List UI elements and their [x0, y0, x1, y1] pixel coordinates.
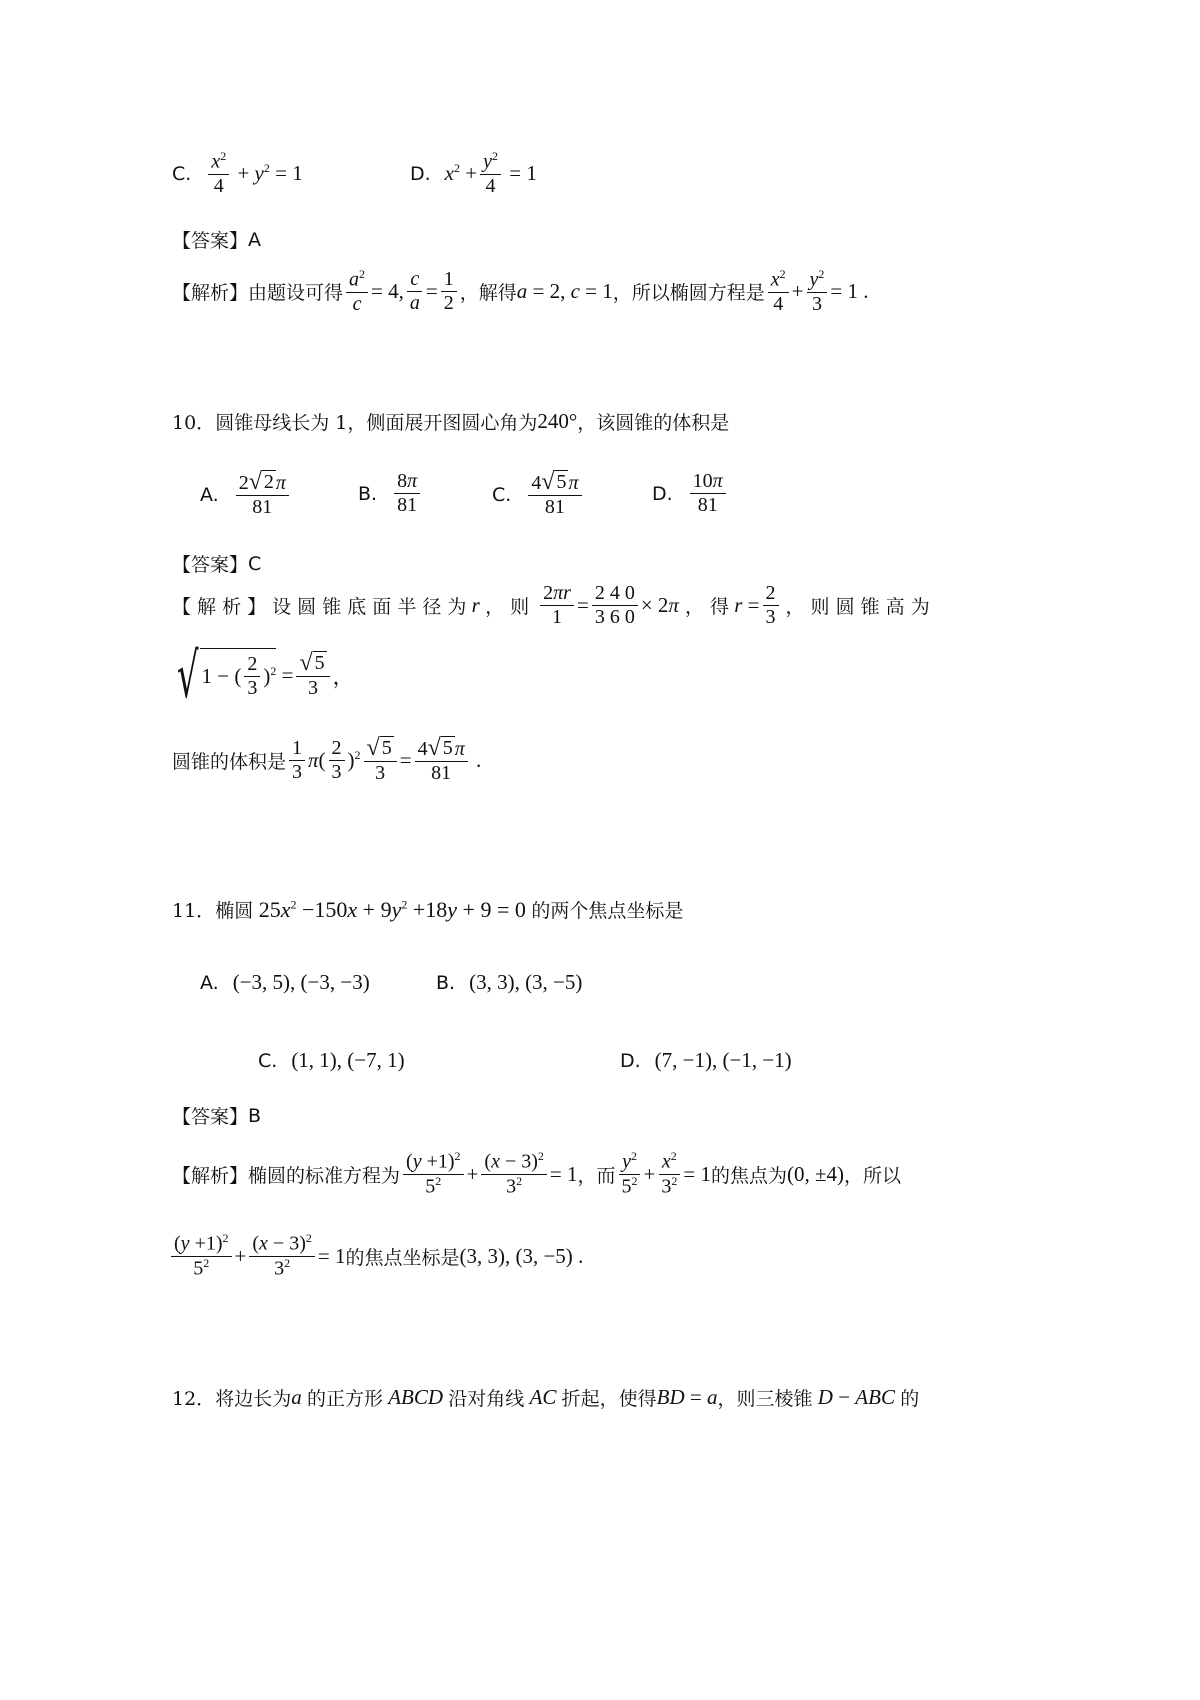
- option-value: (1, 1), (−7, 1): [291, 1048, 405, 1072]
- q9-option-d: D. $x^2$ + $\frac{y^2}{4}$ = 1: [410, 149, 537, 197]
- q11-option-b: [436, 970, 582, 995]
- stem-text: 的两个焦点坐标是: [531, 900, 684, 922]
- option-label: C.: [172, 162, 192, 185]
- fraction: $\frac{2\pi r}{1}$: [540, 582, 574, 629]
- fraction: $\frac{1}{2}$: [441, 268, 457, 315]
- q10-answer: [172, 550, 261, 577]
- fraction: $\frac{x^2}{4}$: [208, 150, 229, 198]
- fraction: $\frac{8\pi}{81}$: [394, 470, 420, 517]
- analysis-text: ，所以: [843, 1164, 901, 1187]
- answer-value: B: [248, 1104, 262, 1127]
- stem-text: 圆锥母线长为 1，侧面展开图圆心角为: [215, 412, 538, 434]
- option-label: D.: [652, 482, 673, 505]
- analysis-text: 椭圆的标准方程为: [248, 1164, 401, 1187]
- fraction: $\frac{2}{3}$: [329, 737, 345, 784]
- analysis-text: 的焦点坐标是: [345, 1246, 460, 1269]
- option-label: D.: [410, 162, 431, 185]
- fraction: 4 √ 5 π 81: [415, 736, 468, 785]
- stem-text: 将边长为: [215, 1388, 292, 1410]
- q10-analysis: 【 解 析 】 设 圆 锥 底 面 半 径 为 r ， 则 $\frac{2\pi r}{1}$ = $\frac{2 4 0}{3 6 0}$ × 2π ， 得 r = $\frac{2}{3}$ ， 则 圆 锥 高 为: [172, 582, 930, 628]
- fraction: 4 √ 5 π 81: [528, 470, 581, 519]
- fraction: $\frac{y^2}{4}$: [480, 150, 501, 198]
- question-number: 11．: [172, 900, 216, 922]
- stem-text: ，该圆锥的体积是: [577, 412, 730, 434]
- stem-text: 的正方形: [306, 1388, 383, 1410]
- q11-stem: 11． 椭圆 $25x^2 -150x + 9y^2 +18y + 9 = 0$ 的两个焦点坐标是: [172, 896, 684, 922]
- analysis-label: 【解析】: [172, 282, 249, 305]
- q10-option-a: [200, 470, 292, 519]
- fraction: $\frac{(y +1)^2}{5^2}$: [171, 1232, 232, 1280]
- q11-option-a: [200, 970, 370, 995]
- analysis-text: 圆锥的体积是: [172, 751, 287, 773]
- stem-text: 折起，使得: [561, 1388, 657, 1410]
- q9-analysis: 【解析】 由题设可得 $\frac{a^2}{c}$ = 4, $\frac{c}{a}$ = $\frac{1}{2}$ ，解得 a = 2, c = 1 ，所以椭圆方程是 $\frac{x^2}{4}$ + $\frac{y^2}{3}$ = 1 .: [172, 267, 869, 315]
- result-value: (3, 3), (3, −5): [459, 1243, 573, 1268]
- answer-value: A: [248, 228, 262, 251]
- fraction: $\frac{10\pi}{81}$: [690, 470, 726, 517]
- fraction: $\frac{x^2}{4}$: [768, 268, 789, 316]
- fraction: 2 √ 2 π 81: [236, 470, 289, 519]
- q10-option-b: [358, 470, 423, 517]
- analysis-text: ，解得: [459, 282, 517, 305]
- analysis-text: 设 圆 锥 底 面 半 径 为: [272, 596, 467, 618]
- question-number: 10．: [172, 412, 216, 434]
- option-label: A.: [200, 971, 219, 994]
- stem-text: 沿对角线: [448, 1388, 525, 1410]
- option-value: (7, −1), (−1, −1): [654, 1048, 792, 1072]
- option-label: B.: [358, 482, 378, 505]
- q11-analysis-line2: $\frac{(y +1)^2}{5^2}$ + $\frac{(x - 3)^2}{3^2}$ = 1 的焦点坐标是 (3, 3), (3, −5) .: [168, 1232, 583, 1280]
- q10-option-c: [492, 470, 585, 519]
- option-label: A.: [200, 483, 219, 506]
- option-label: C.: [258, 1049, 278, 1072]
- stem-text: 椭圆: [215, 900, 254, 922]
- fraction: $\frac{x^2}{3^2}$: [658, 1150, 680, 1198]
- fraction: √ 5 3: [364, 736, 397, 785]
- focus-value: (0, ±4): [786, 1161, 844, 1186]
- fraction: $\frac{y^2}{3}$: [807, 268, 828, 316]
- analysis-label: 【 解 析 】: [172, 596, 267, 618]
- stem-text: ，则三棱锥: [717, 1388, 813, 1410]
- q11-analysis: 【解析】 椭圆的标准方程为 $\frac{(y +1)^2}{5^2}$ + $\frac{(x - 3)^2}{3^2}$ = 1 ，而 $\frac{y^2}{5^2}$ + $\frac{x^2}{3^2}$ = 1 的焦点为 (0, ±4) ，所以: [172, 1149, 901, 1198]
- q9-option-c: C. $\frac{x^2}{4}$ + $y^2 = 1$: [172, 149, 303, 197]
- answer-label: 【答案】: [172, 1106, 249, 1128]
- fraction: $\frac{2 4 0}{3 6 0}$: [592, 582, 638, 629]
- q11-answer: [172, 1102, 261, 1129]
- fraction: $\frac{2}{3}$: [763, 582, 779, 629]
- q10-volume: 圆锥的体积是 $\frac{1}{3}$ π( $\frac{2}{3}$ )$^2$ √ 5 3 = 4 √ 5 π 81 .: [172, 735, 482, 784]
- option-label: C.: [492, 483, 512, 506]
- option-value: (3, 3), (3, −5): [469, 970, 583, 994]
- q10-height-formula: √ 1 − ( $\frac{2}{3}$ )$^2$ = √ 5 3 ，: [168, 648, 354, 704]
- q10-option-d: [652, 470, 729, 517]
- fraction: $\frac{c}{a}$: [407, 268, 423, 315]
- question-number: 12．: [172, 1388, 216, 1410]
- analysis-text: ，而: [577, 1164, 616, 1187]
- fraction: √ 5 3: [296, 651, 329, 700]
- option-label: D.: [620, 1049, 641, 1072]
- analysis-text: ， 则: [485, 596, 530, 618]
- analysis-text: 由题设可得: [248, 282, 344, 305]
- fraction: $\frac{(y +1)^2}{5^2}$: [403, 1150, 464, 1198]
- q10-stem: [172, 408, 729, 435]
- fraction: $\frac{(x - 3)^2}{3^2}$: [481, 1150, 547, 1198]
- q12-stem: 12． 将边长为 a 的正方形 ABCD 沿对角线 AC 折起，使得 BD = a ，则三棱锥 D − ABC 的: [172, 1385, 920, 1410]
- analysis-text: ，所以椭圆方程是: [612, 282, 765, 305]
- stem-text: 的: [900, 1388, 920, 1410]
- q11-option-d: [620, 1048, 792, 1073]
- square-root: √ 1 − ( $\frac{2}{3}$ )$^2$: [176, 639, 277, 712]
- fraction: $\frac{a^2}{c}$: [346, 268, 368, 316]
- answer-value: C: [248, 552, 262, 575]
- answer-label: 【答案】: [172, 554, 249, 576]
- option-value: (−3, 5), (−3, −3): [232, 970, 370, 994]
- answer-label: 【答案】: [172, 230, 249, 252]
- q9-answer: [172, 226, 261, 253]
- option-label: B.: [436, 971, 456, 994]
- analysis-text: 的焦点为: [710, 1164, 787, 1187]
- analysis-text: ， 得: [684, 596, 729, 618]
- analysis-label: 【解析】: [172, 1164, 249, 1187]
- fraction: $\frac{(x - 3)^2}{3^2}$: [249, 1232, 315, 1280]
- q11-option-c: [258, 1048, 405, 1073]
- fraction: $\frac{1}{3}$: [289, 737, 305, 784]
- analysis-text: ， 则 圆 锥 高 为: [785, 596, 930, 618]
- fraction: $\frac{y^2}{5^2}$: [619, 1150, 641, 1198]
- stem-angle: 240°: [537, 409, 578, 433]
